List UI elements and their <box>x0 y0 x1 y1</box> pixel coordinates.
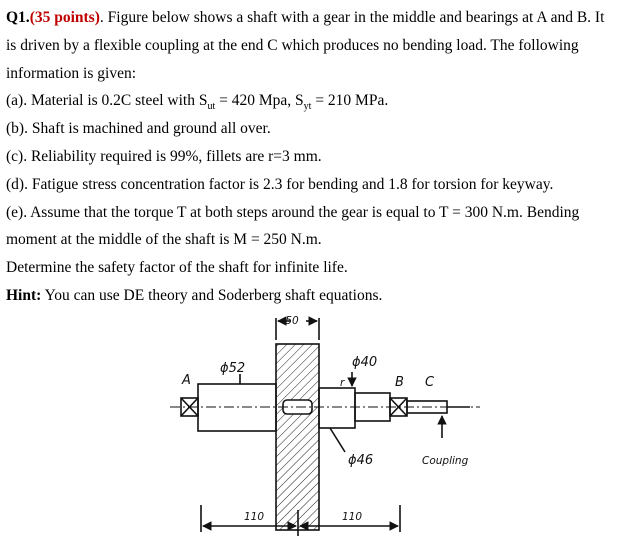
label-c: C <box>425 375 435 390</box>
given-b: (b). Shaft is machined and ground all over. <box>6 120 271 138</box>
given-a-prefix: (a). Material is 0.2C steel with S <box>6 92 208 110</box>
dim-left-span-text: 110 <box>244 511 265 523</box>
question-points: (35 points) <box>29 9 100 26</box>
given-a-sub-yt: yt <box>303 101 312 113</box>
question-intro-1: . Figure below shows a shaft with a gear in the middle and bearings at A and B. It <box>99 9 605 26</box>
dia-right-text: ϕ40 <box>352 355 378 370</box>
dia-left-text: ϕ52 <box>220 361 246 376</box>
question-line-1 <box>6 4 634 32</box>
dim-right-span-text: 110 <box>342 511 363 523</box>
label-coupling: Coupling <box>422 455 469 467</box>
label-r: r <box>340 377 345 389</box>
label-a: A <box>182 373 191 388</box>
hint-label: Hint: <box>6 286 42 304</box>
gear <box>276 344 319 530</box>
shaft-section-mid <box>319 388 355 428</box>
dia-lower-text: ϕ46 <box>348 453 374 468</box>
question-line-3: information is given: <box>6 64 137 82</box>
given-a-sub-ut: ut <box>207 101 216 113</box>
given-a <box>6 87 634 115</box>
given-e-1: (e). Assume that the torque T at both steps around the gear is equal to T = 300 N.m. Bending <box>6 203 580 221</box>
given-e-2: moment at the middle of the shaft is M = 250 N.m. <box>6 231 322 249</box>
gear-width-dim-text: 50 <box>285 315 299 327</box>
given-c: (c). Reliability required is 99%, fillets are r=3 mm. <box>6 147 322 165</box>
dia-lower-leader <box>330 428 345 452</box>
given-a-mid: = 420 Mpa, S <box>215 92 304 110</box>
question-text <box>6 4 634 310</box>
label-b: B <box>395 375 404 390</box>
question-number: Q1. <box>6 9 30 26</box>
task-line: Determine the safety factor of the shaft for infinite life. <box>6 259 348 277</box>
given-a-suffix: = 210 MPa. <box>311 92 389 110</box>
shaft-figure <box>0 300 639 543</box>
question-line-2: is driven by a flexible coupling at the end C which produces no bending load. The following <box>6 36 579 54</box>
hint-text: You can use DE theory and Soderberg shaft equations. <box>41 286 383 304</box>
given-d: (d). Fatigue stress concentration factor is 2.3 for bending and 1.8 for torsion for keyway. <box>6 175 554 193</box>
